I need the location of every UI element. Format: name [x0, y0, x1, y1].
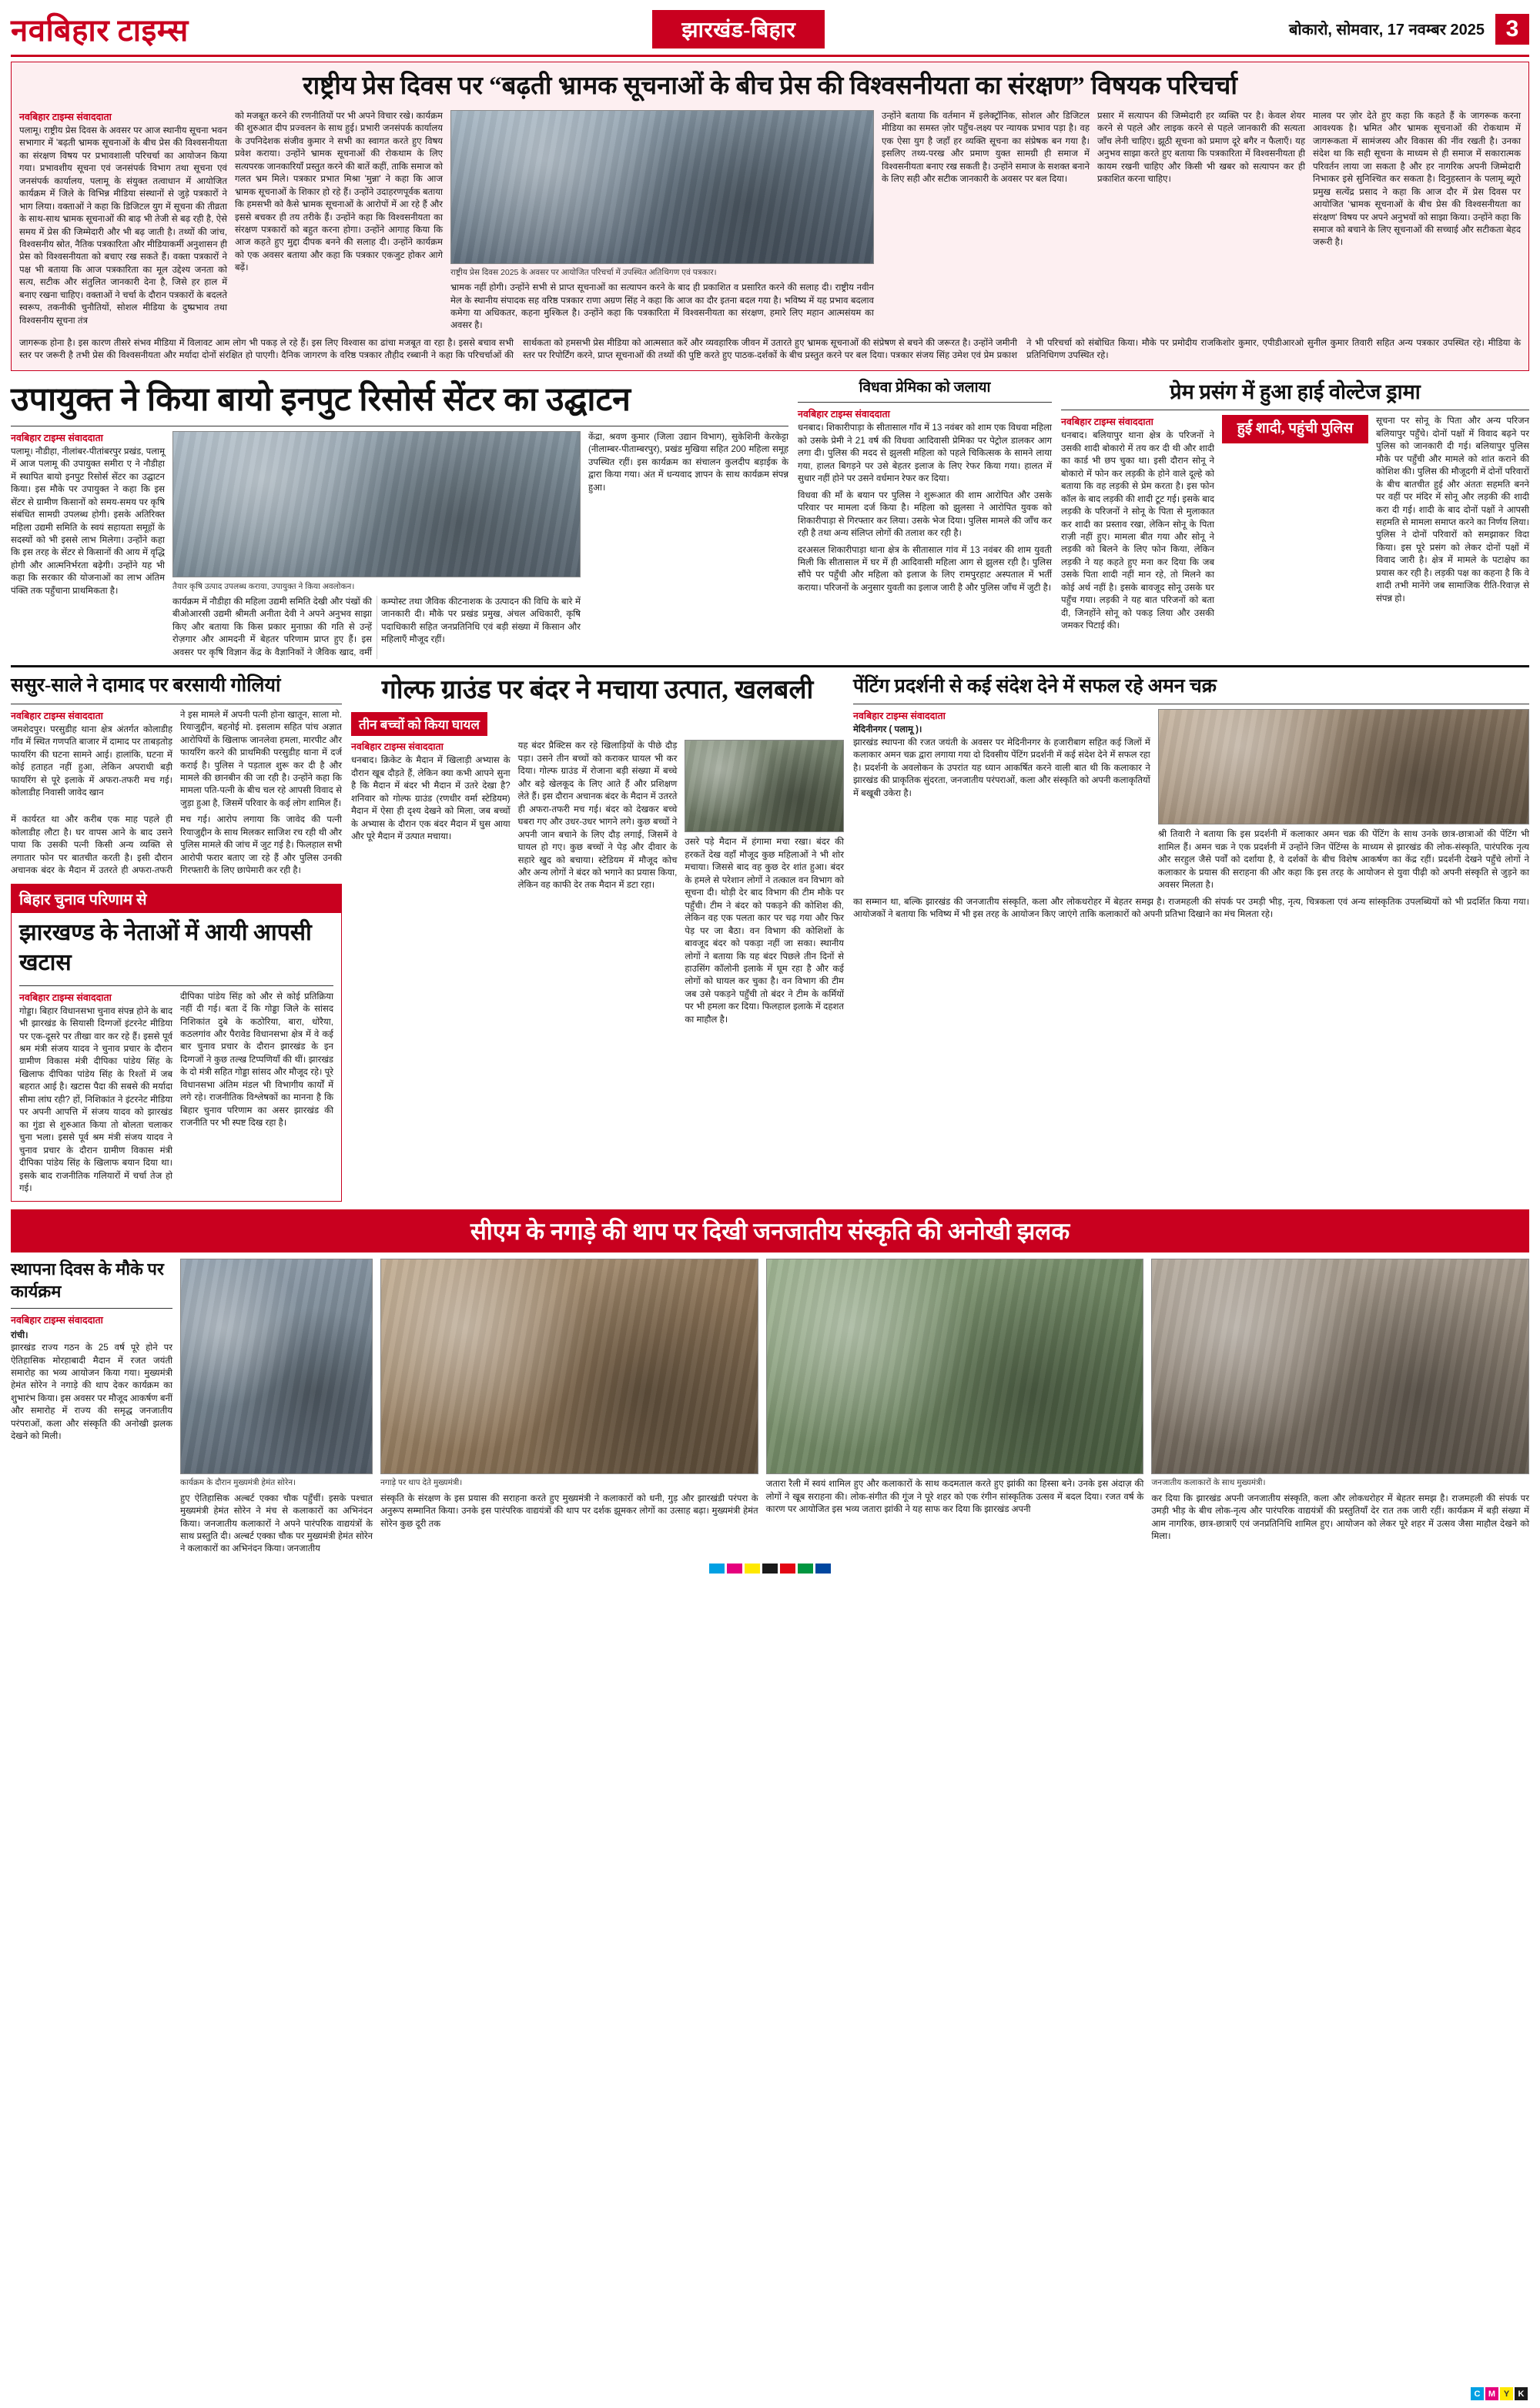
lead-photo-cell	[450, 110, 874, 333]
cmyk-c: C	[1471, 2387, 1484, 2400]
article-text: धनबाद। क्रिकेट के मैदान में खिलाड़ी अभ्यास के दौरान खूब दौड़ते हैं, लेकिन क्या कभी आपने सुना है कि मैदान में बंदर भी मैदान में उतरे देखा है? शनिवार को गोल्फ ग्राउंड (रणधीर वर्मा स्टेडियम) मैदान में ऐसा ही दृश्य देखने को मिला, जब बच्चों के अभ्यास के दौरान एक बंदर मैदान में घुस आया और पूरे मैदान में उत्पात मचाया।	[351, 755, 511, 842]
lead-photo-caption: राष्ट्रीय प्रेस दिवस 2025 के अवसर पर आयोजित परिचर्चा में उपस्थित अतिथिगण एवं पत्रकार।	[450, 267, 717, 277]
lead-headline: राष्ट्रीय प्रेस दिवस पर “बढ़ती भ्रामक सूचनाओं के बीच प्रेस की विश्वसनीयता का संरक्षण” विषयक परिचर्चा	[303, 72, 1237, 100]
golf-col-2	[518, 740, 678, 1026]
article-text: श्री तिवारी ने बताया कि इस प्रदर्शनी में कलाकार अमन चक्र की पेंटिंग के साथ उनके छात्र-छात्राओं की पेंटिंग भी शामिल हैं। अमन चक्र ने एक प्रदर्शनी में उन्होंने जिन पेंटिंग्स के माध्यम से झारखंड की लोक-संस्कृति, पारंपरिक नृत्य और सरहुल जैसे पर्वों को दर्शाया है, वे दर्शकों के बीच विशेष आकर्षण का केंद्र रहीं। प्रदर्शनी देखने पहुँचे लोगों ने कलाकार के प्रयास की सराहना की और कहा कि इस तरह के आयोजन से युवा पीढ़ी को अपनी संस्कृति से जुड़ने का अवसर मिलता है।	[1157, 829, 1529, 891]
byline: नवबिहार टाइम्स संवाददाता	[19, 992, 112, 1003]
article-text: जागरूक होना है। इस कारण तीसरे संभव मीडिया में विलावट आम लोग भी पकड़ ले रहे हैं। इस लिए विश्वास का ढांचा मजबूत वा रहा है। इससे बचाव सभी स्तर पर जरूरी है तभी प्रेस की विश्वसनीयता और मर्यादा दोनों संरक्षित हो पाएगी। दैनिक जागरण के वरिष्ठ पत्रकार तौहीद रब्बानी ने कहा कि परिचर्चाओं की सार्थकता को हमसभी प्रेस मीडिया को आत्मसात करें और व्यवहारिक जीवन में उतारते हुए भ्रामक सूचनाओं की संप्रेषण से बचने की जरूरत है। उन्होंने जमीनी स्तर पर रिपोर्टिंग करने, प्राप्त सूचनाओं की तथ्यों की पुष्टि करते हुए पाठक-दर्शकों के बीच प्रस्तुत करने पर बल दिया। पत्रकार संजय सिंह उमेश एवं प्रेम प्रकाश ने भी परिचर्चा को संबोधित किया। मौके पर प्रमोदीय राजकिशोर कुमार, एपीडीआरओ सुनील कुमार तिवारी सहित अन्य पत्रकार उपस्थित रहे। मीडिया के प्रतिनिधिगण उपस्थित रहे।	[19, 337, 1521, 361]
article-text: उसरे पड़े मैदान में हंगामा मचा रखा। बंदर की हरकतें देख वहाँ मौजूद कुछ महिलाओं ने भी शोर मचाया। जिससे बाद वह कुछ देर शांत हुआ। बंदर के हमले से परेशान लोगों ने तत्काल वन विभाग को सूचना दी। थोड़ी देर बाद विभाग की टीम मौके पर पहुँची। टीम ने बंदर को पकड़ने की कोशिश की, लेकिन वह एक पलता कार पर चढ़ गया और फिर पेड़ पर जा बैठा। वन विभाग की कोशिशों के बावजूद बंदर को पकड़ा नहीं जा सका। स्थानीय लोगों ने बताया कि यह बंदर पिछले तीन दिनों से हाउसिंग कॉलोनी इलाके में घूम रहा है और कई लोगों को घायल कर चुका है। वन विभाग की टीम जब उसे पकड़ने पहुँची तो बंदर ने टीम के कर्मियों पर भी हमला कर दिया। फिलहाल इलाके में दहशत का माहौल है।	[685, 837, 844, 1025]
color-swatch	[762, 1564, 778, 1574]
widow-kicker: विधवा प्रेमिका को जलाया	[859, 379, 991, 396]
color-swatch	[798, 1564, 813, 1574]
culture-caption-drum: नगाड़े पर थाप देते मुख्यमंत्री।	[380, 1478, 463, 1488]
article-text: पलामू। राष्ट्रीय प्रेस दिवस के अवसर पर आज स्थानीय सूचना भवन सभागार में 'बढ़ती भ्रामक सूचनाओं के बीच प्रेस की विश्वसनीयता का संरक्षण विषय पर प्रभावशाली परिचर्चा का आयोजन किया गया। प्रभावशीय सूचना एवं जनसंपर्क विभाग तथा सूचना एवं जनसंपर्क कार्यालय, पलामू के संयुक्त तत्वाधान में आयोजित कार्यक्रम में जिले के विभिन्न मीडिया संस्थानों से जुड़े पत्रकारों ने भाग लिया। वक्ताओं ने कहा कि डिजिटल युग में सूचना की तीव्रता के साथ-साथ भ्रामक सूचनाओं की बाढ़ भी तेजी से बढ़ रही है, ऐसे समय में प्रेस की जिम्मेदारी और भी बढ़ जाती है। तथ्यों की जांच, विश्वसनीय स्रोत, नैतिक पत्रकारिता और मीडियाकर्मी अनुशासन ही प्रेस को विश्वसनीयता को बचाए रख सकते हैं। वक्ता पत्रकारों ने पक्ष भी बताया कि आज पत्रकारिता का मूल उद्देश्य जनता को सत्य, सटीक और संतुलित जानकारी देना है, जिसे हर हाल में बनाए रखना चाहिए। वक्ताओं ने चर्चा के दौरान पत्रकारों के बदलते स्वरूप, तकनीकी चुनौतियों, सोशल मीडिया के दुष्प्रभाव तथा विश्वसनीय सूचना तंत्र	[19, 125, 227, 326]
culture-subhead: स्थापना दिवस के मौके पर कार्यक्रम	[11, 1259, 164, 1302]
deputy-photo-caption: तैयार कृषि उत्पाद उपलब्ध कराया, उपायुक्त ने किया अवलोकन।	[172, 581, 355, 591]
article-text: पलामू। नौडीहा, नीलांबर-पीतांबरपुर प्रखंड, पलामू में आज पलामू की उपायुक्त समीरा ए ने नौडीहा में स्थापित बायो इनपुट रिसोर्स सेंटर का उद्घाटन किया। इस मौके पर उपायुक्त ने कहा कि इस सेंटर से ग्रामीण किसानों को समय-समय पर कृषि संबंधित सामग्री उपलब्ध होगी। इसके अतिरिक्त महिला उद्यमी समिति के स्वयं सहायता समूहों के सदस्यों को भी इससे लाभ मिलेगा। उन्होंने कहा कि इस तरह के सेंटर से किसानों की आय में वृद्धि होगी और आत्मनिर्भरता बढ़ेगी। उन्होंने यह भी कहा कि सरकार की योजनाओं का लाभ अंतिम पंक्ति तक पहुँचाना प्राथमिकता है।	[11, 446, 165, 596]
golf-col-1	[351, 740, 511, 1026]
lead-col-6	[1313, 110, 1521, 333]
dateline: बोकारो, सोमवार, 17 नवम्बर 2025	[1288, 22, 1485, 38]
culture-col-5	[1151, 1259, 1529, 1555]
culture-caption-crowd: जनजातीय कलाकारों के साथ मुख्यमंत्री।	[1151, 1478, 1266, 1488]
love-col-2	[1376, 415, 1529, 632]
cmyk-marks	[1471, 2387, 1528, 2400]
culture-photo-crowd	[1151, 1259, 1529, 1474]
article-text: का सम्मान था, बल्कि झारखंड की जनजातीय संस्कृति, कला और लोकधरोहर में बेहतर समझ है। राजमहली की संपर्क पर उमड़ी भीड़, नृत्य, चित्रकला एवं अन्य सांस्कृतिक उपलब्धियों को भी प्रदर्शित किया गया। आयोजकों ने बताया कि भविष्य में भी इस तरह के आयोजन किए जाएंगे ताकि कलाकारों को अपनी प्रतिभा दिखाने का मंच मिलता रहे।	[853, 896, 1529, 919]
election-col-2	[180, 991, 333, 1196]
love-headline: प्रेम प्रसंग में हुआ हाई वोल्टेज ड्रामा	[1170, 380, 1421, 403]
article-text: में कार्यरत था और करीब एक माह पहले ही कोलाडीह लौटा है। घर वापस आने के बाद उसने पाया कि उसकी पत्नी किसी अन्य व्यक्ति से लगातार फोन पर बातचीत करती है। इसी दौरान अचानक बंदर के मैदान में उतरते ही अफरा-तफरी मच गई। आरोप लगाया कि जावेद की पत्नी रियाजुद्दीन के साथ मिलकर साजिश रच रही थी और पुलिस मामले की जांच में जुट गई है। फिलहाल सभी आरोपी फरार बताए जा रहे हैं और पुलिस उनकी गिरफ्तारी के लिए छापेमारी कर रही है।	[11, 814, 342, 876]
widow-story	[798, 379, 1052, 659]
deputy-headline: उपायुक्त ने किया बायो इनपुट रिसोर्स सेंटर का उद्घाटन	[11, 381, 631, 418]
deputy-col-2	[172, 431, 581, 659]
color-swatch	[727, 1564, 742, 1574]
color-swatch	[780, 1564, 795, 1574]
article-text: दरअसल शिकारीपाड़ा थाना क्षेत्र के सीतासाल गांव में 13 नवंबर की शाम युवती मिली कि सीतासाल में घर में ही आदिवासी महिला आग से झुलस रही है। पुलिस सौंपे पर पहुँची और महिला को इलाज के लिए रामपुरहाट अस्पताल में भर्ती कराया। परिजनों के अनुसार युवती का इलाज जारी है और पुलिस जाँच में जुटी है।	[798, 544, 1052, 593]
band-two	[11, 379, 1529, 659]
publication-title: नवबिहार टाइम्स	[11, 13, 189, 48]
byline: नवबिहार टाइम्स संवाददाता	[19, 111, 112, 122]
article-text: विधवा की माँ के बयान पर पुलिस ने शुरूआत की शाम आरोपित और उसके परिवार पर मामला दर्ज किया है। महिला को झुलसा ने आरोपित युवक को शिकारीपाड़ा से गिरफ्तार कर लिया। उसके भेज दिया। पुलिस मामले की जाँच कर रही है तथा अन्य संलिप्त लोगों की तलाश कर रही है।	[798, 490, 1052, 539]
culture-col-4	[766, 1259, 1144, 1555]
culture-col-3	[380, 1259, 758, 1555]
election-headline: झारखण्ड के नेताओं में आयी आपसी खटास	[19, 919, 312, 975]
culture-block	[11, 1259, 1529, 1555]
deputy-story	[11, 379, 788, 659]
cmyk-y: Y	[1500, 2387, 1513, 2400]
golf-headline: गोल्फ ग्राउंड पर बंदर ने मचाया उत्पात, खलबली	[381, 676, 814, 705]
masthead-right	[1289, 14, 1529, 45]
byline: नवबिहार टाइम्स संवाददाता	[11, 432, 103, 443]
golf-subhead: तीन बच्चों को किया घायल	[351, 712, 487, 736]
painting-story	[853, 674, 1529, 1202]
culture-col-1	[11, 1259, 172, 1555]
cmyk-k: K	[1515, 2387, 1528, 2400]
article-text: कार्यक्रम में नौडीहा की महिला उद्यमी समिति देखी और पंखों की बीओआरसी उद्यमी श्रीमती अनीता देवी ने अपने अनुभव साझा किए और बताया कि किस प्रकार मुनाफ़ा की गति से उन्हें रोज़गार और आमदनी में बेहतर परिणाम प्राप्त हुए हैं। इस अवसर पर कृषि विज्ञान केंद्र के वैज्ञानिकों ने जैविक खाद, वर्मी कम्पोस्ट तथा जैविक कीटनाशक के उत्पादन की विधि के बारे में जानकारी दी। मौके पर प्रखंड प्रमुख, अंचल अधिकारी, कृषि पदाधिकारी सहित जनप्रतिनिधि एवं बड़ी संख्या में किसान और महिलाएँ मौजूद रहीं।	[172, 596, 581, 657]
love-col-1	[1061, 415, 1214, 632]
masthead	[11, 8, 1529, 57]
deputy-col-3	[588, 431, 788, 659]
article-text: मालव पर ज़ोर देते हुए कहा कि कहते हैं के जागरूक करना आवश्यक है। भ्रमित और भ्रामक सूचनाओं की रोकथाम में जागरूकता में सामंजस्य और विकास की नींव रखती है। उनका संदेश था कि सही सूचना के माध्यम से ही समाज में सकारात्मक परिवर्तन लाया जा सकता है और हर नागरिक अपनी जिम्मेदारी निभाकर इसे सुनिश्चित कर सकता है। दिनुहस्तान के पलामू ब्यूरो प्रमुख सत्येंद्र प्रसाद ने कहा कि आज दौर में प्रेस दिवस पर आयोजित 'भ्रामक सूचनाओं के बीच प्रेस की विश्वसनीयता का संरक्षण' विषय पर अपने अनुभवों को साझा किया। उन्होंने कहा कि समाज को बचाने के लिए सूचनाओं की सच्चाई और सटीकता बेहद जरूरी है।	[1313, 110, 1521, 248]
firing-headline: ससुर-साले ने दामाद पर बरसायी गोलियां	[11, 675, 281, 697]
culture-caption-left: कार्यक्रम के दौरान मुख्यमंत्री हेमंत सोरेन।	[180, 1478, 296, 1488]
painting-headline: पेंटिंग प्रदर्शनी से कई संदेश देने में सफल रहे अमन चक्र	[853, 676, 1217, 697]
culture-location: रांची।	[11, 1329, 28, 1340]
article-text: प्रसार में सत्यापन की जिम्मेदारी हर व्यक्ति पर है। केवल शेयर करने से पहले और लाइक करने से पहले जानकारी की सत्यता जाँच लेनी चाहिए। झूठी सूचना को प्रमाण दूरे बगैर न फैलाएँ। यह अनुभव साझा करते हुए बताया कि पत्रकारिता में विश्वसनीयता ही कायम रखनी चाहिए और किसी भी खबर को सत्यापन कर ही प्रकाशित करना चाहिए।	[1097, 110, 1305, 185]
article-text: कर दिया कि झारखंड अपनी जनजातीय संस्कृति, कला और लोकधरोहर में बेहतर समझ है। राजमहली की संपर्क पर उमड़ी भीड़ के बीच लोक-नृत्य और पारंपरिक वाद्ययंत्रों की प्रस्तुतियाँ देर रात तक जारी रहीं। कार्यक्रम में बड़ी संख्या में आम नागरिक, छात्र-छात्राएँ एवं जनप्रतिनिधि शामिल हुए। आयोजन को लेकर पूरे शहर में उत्सव जैसा माहौल देखने को मिला।	[1151, 1493, 1529, 1541]
election-story	[11, 884, 342, 1202]
lead-col-1	[19, 110, 227, 333]
culture-photo-stage	[180, 1259, 373, 1474]
golf-col-3	[685, 740, 844, 1026]
article-text: जमशेदपुर। परसुडीह थाना क्षेत्र अंतर्गत कोलाडीह गाँव में स्थित गणपति बाजार में दामाद पर ताबड़तोड़ फायरिंग की घटना सामने आई। हालांकि, घटना में कोई हताहत नहीं हुआ, लेकिन अपराधी बड़ी फायरिंग से पूरे इलाके में अफरा-तफरी मच गई। कोलाडीह निवासी जावेद खान	[11, 724, 172, 798]
article-text: हुए ऐतिहासिक अल्बर्ट एक्का चौक पहुँचीं। इसके पश्चात मुख्यमंत्री हेमंत सोरेन ने मंच से कलाकारों का अभिनंदन किया। जनजातीय कलाकारों ने अपने पारंपरिक वाद्ययंत्रों के साथ प्रस्तुति दी। अल्बर्ट एक्का चौक पर मुख्यमंत्री हेमंत सोरेन ने कलाकारों का अभिनंदन किया। जनजातीय	[180, 1493, 373, 1554]
band-three	[11, 674, 1529, 1202]
byline: नवबिहार टाइम्स संवाददाता	[798, 409, 890, 420]
article-text: को मजबूत करने की रणनीतियों पर भी अपने विचार रखे। कार्यक्रम की शुरुआत दीप प्रज्वलन के साथ हुई। प्रभारी जनसंपर्क कार्यालय के उपनिदेशक संजीव कुमार ने सभी का स्वागत करते हुए विषय प्रवेश कराया। उन्होंने भ्रामक सूचनाओं की रोकथाम के लिए सत्यपरक जानकारियाँ प्रस्तुत करने की बातें कहीं, ताकि समाज को गलत भ्रम मिले। पत्रकार प्रभात मिश्रा 'मुन्ना' ने कहा कि आज भ्रामक सूचनाओं के शिकार हो रहे हैं। उन्होंने उदाहरणपूर्वक बताया कि हमसभी को कैसे भ्रामक सूचनाओं के आरोपों में आ रहे हैं और इससे बचकर ही तय तरीके हैं। उन्होंने कहा कि विश्वसनीयता का संरक्षण पत्रकारों को बहुत करना होगा। उन्होंने आगाह किया कि आज कहते हुए मुद्दा दीपक बनने की सलाह दी। उन्होंने कार्यक्रम को एक अवसर बताया और कहा कि पत्रकार एकजुट होकर आगे बढ़ें।	[235, 110, 443, 273]
article-text: यह बंदर प्रैक्टिस कर रहे खिलाड़ियों के पीछे दौड़ पड़ा। उसने तीन बच्चों को कराकर घायल भी कर दिया। गोल्फ ग्राउंड में रोजाना बड़ी संख्या में बच्चे और बड़े खेलकूद के लिए आते हैं और प्रशिक्षण लेते हैं। इस दौरान अचानक बंदर के मैदान में उतरते ही अफरा-तफरी मच गई। बंदर को देखकर बच्चे घबरा गए और उधर-उधर भागने लगे। कुछ बच्चों ने अपनी जान बचाने के लिए दौड़ लगाई, जिसमें वे घायल हो गए। कुछ बच्चों ने पेड़ और दीवार के सहारे खुद को बचाया। स्टेडियम में मौजूद कोच और अन्य लोगों ने बंदर को भगाने का प्रयास किया, लेकिन वह काफी देर तक मैदान में डटा रहा।	[517, 741, 678, 891]
section-badge: झारखंड-बिहार	[652, 10, 825, 48]
article-text: धनबाद। शिकारीपाड़ा के सीतासाल गाँव में 13 नवंबर को शाम एक विधवा महिला को उसके प्रेमी ने 21 वर्ष की विधवा आदिवासी प्रेमिका पर पेट्रोल डालकर आग लगा दी। पुलिस की मदद से झुलसी महिला को पहले चिकित्सक के सामने लाया गया, हालत बिगड़ने पर उसे बेहतर इलाज के लिए रेफर किया गया। हालत में सुधार नहीं होने पर उसने वर्धमान रेफर कर दिया।	[798, 423, 1052, 484]
byline: नवबिहार टाइम्स संवाददाता	[1061, 416, 1153, 428]
monkey-photo	[685, 740, 844, 832]
culture-band-headline: सीएम के नगाड़े की थाप पर दिखी जनजातीय संस्कृति की अनोखी झलक	[11, 1209, 1529, 1252]
painting-col-2	[1158, 709, 1529, 891]
article-text: दीपिका पांडेय सिंह को और से कोई प्रतिक्रिया नहीं दी गई। बता दें कि गोड्डा जिले के सांसद निशिकांत दुबे के कठोरिया, बारा, धोरैया, कठलगांव और पैरावेड विधानसभा क्षेत्र में वे कई बार चुनाव प्रचार के दौरान झारखंड के इन दिग्गजों ने कुछ तल्ख टिप्पणियाँ की थीं। झारखंड के दो मंत्री सहित गोड्डा सांसद और मौजूद रहे। पूरे विधानसभा अंतिम मंडल भी विभागीय कार्यों में लगे रहे। राजनीतिक विश्लेषकों का मानना है कि बिहार चुनाव परिणाम का असर झारखंड की राजनीति पर भी स्पष्ट दिख रहा है।	[180, 991, 333, 1129]
painting-photo	[1158, 709, 1529, 824]
love-badge: हुई शादी, पहुंची पुलिस	[1222, 415, 1368, 443]
byline: नवबिहार टाइम्स संवाददाता	[11, 710, 103, 721]
election-kicker: बिहार चुनाव परिणाम से	[12, 885, 341, 913]
article-text: सूचना पर सोनू के पिता और अन्य परिजन बलियापुर पहुँचे। दोनों पक्षों में विवाद बढ़ने पर पुलिस को जानकारी दी गई। बलियापुर पुलिस मौके पर पहुँची और मामले को शांत कराने की कोशिश की। पुलिस की मौजूदगी में दोनों परिवारों के बीच बातचीत हुई और अंततः सहमति बनने पर वहीं पर मंदिर में सोनू और लड़की की शादी करा दी गई। शादी के बाद दोनों पक्षों ने आपसी सहमति से मामला समाप्त करने का निर्णय लिया। पुलिस ने दोनों परिवारों को समझाकर विदा किया। इस पूरे प्रसंग को लेकर दोनों पक्षों में विवाद जारी है। क्षेत्र में मामले के पटाक्षेप का प्रयास कर रही है। लड़की पक्ष का कहना है कि वे शादी तभी मानेंगे जब सामाजिक रीति-रिवाज़ से संपन्न हो।	[1376, 416, 1529, 604]
lead-photo	[450, 110, 874, 264]
article-text: झारखंड राज्य गठन के 25 वर्ष पूरे होने पर ऐतिहासिक मोरहाबादी मैदान में रजत जयंती समारोह का भव्य आयोजन किया गया। मुख्यमंत्री हेमंत सोरेन ने नगाड़े की थाप देकर कार्यक्रम का शुभारंभ किया। इस अवसर पर मौजूद आकर्षण बनीं और समारोह में राज्य की समृद्ध जनजातीय परंपराओं, कला और संस्कृति की अनोखी झलक देखने को मिली।	[11, 1343, 172, 1442]
article-text: संस्कृति के संरक्षण के इस प्रयास की सराहना करते हुए मुख्यमंत्री ने कलाकारों को धनी, गुड़ और झारखंडी परंपरा के अनुरूप सम्मानित किया। उनके इस पारंपरिक वाद्ययंत्रों की थाप पर दर्शक झूमकर लोगों का उत्साह बढ़ा। मुख्यमंत्री हेमंत सोरेन कुछ दूरी तक	[380, 1493, 758, 1529]
deputy-col-1	[11, 431, 165, 659]
article-text: धनबाद। बलियापुर थाना क्षेत्र के परिजनों ने उसकी शादी बोकारो में तय कर दी थी और शादी का कार्ड भी छप चुका था। इसी दौरान सोनू ने बोकारो में फोन कर लड़की के होने वाले दूल्हे को बताया कि वह लड़की से प्रेम करता है। इस फोन कॉल के बाद लड़की की शादी टूट गई। इसके बाद लड़की के परिजनों ने सोनू के पिता से मुलाकात कर शादी का प्रस्ताव रखा, लेकिन सोनू के पिता राज़ी नहीं हुए। मामला बीत गया और सोनू ने लड़की को बिलने के लिए फोन किया, लेकिन लड़की ने यह कहते हुए मना कर दिया कि जब उसके पिता शादी नहीं मान रहे, तो मिलने का कोई अर्थ नहीं है। इसके बावजूद सोनू उसके घर पहुँच गया। लड़की ने यह बात परिजनों को बता दी, जिनहोंने सोनू को पकड़ लिया और उसकी जमकर पिटाई की।	[1061, 430, 1214, 631]
election-col-1	[19, 991, 172, 1196]
golf-story	[351, 674, 844, 1202]
article-text: केंद्रा, श्रवण कुमार (जिला उद्यान विभाग), सुकेशिनी केरकेट्टा (नीलाम्बर-पीताम्बरपुर), प्रखंड मुखिया सहित 200 महिला समूह उपस्थित रहीं। इस कार्यक्रम का संचालन कुलदीप बड़ाईक के द्वारा किया गया। अंत में धन्यवाद ज्ञापन के साथ कार्यक्रम संपन्न हुआ।	[588, 431, 788, 493]
byline: नवबिहार टाइम्स संवाददाता	[853, 711, 946, 722]
article-text: जतारा रैली में स्वयं शामिल हुए और कलाकारों के साथ कदमताल करते हुए झांकी का हिस्सा बने। उनके इस अंदाज़ की लोगों ने खूब सराहना की। लोक-संगीत की गूंज ने पूरे शहर को एक रंगीन सांस्कृतिक उत्सव में बदल दिया। रजत वर्ष के कारण पर आयोजित इस भव्य जतारा झांकी ने यह साफ कर दिया कि झारखंड अपनी	[765, 1479, 1144, 1515]
article-text: उन्होंने बताया कि वर्तमान में इलेक्ट्रॉनिक, सोशल और डिजिटल मीडिया का समस्त ज़ोर पहुँच-लक्ष्य पर न्यायक प्रभाव पड़ा है। वह एक ऐसा युग है जहाँ हर व्यक्ति सूचना का संप्रेषक बन गया है। इसलिए तथ्य-परख और प्रमाण युक्त सामग्री ही समाज में विश्वसनीयता बनाए रख सकती है। उन्होंने समाज के सशक्त बनाने के लिए सही और सटीक जानकारी के अवसर पर बल दिया।	[882, 110, 1090, 185]
article-text: गोड्डा। बिहार विधानसभा चुनाव संपन्न होने के बाद भी झारखंड के सियासी दिग्गजों इंटरनेट मीडिया पर एक-दूसरे पर तीखा वार कर रहे हैं। इससे पूर्व श्रम मंत्री संजय यादव ने चुनाव प्रचार के दौरान ग्रामीण विकास मंत्री दीपिका पांडेय सिंह के खिलाफ दीपिका पांडेय सिंह के रिश्तों में जब बहरात आई है। खटास पैदा की सबसे की मर्यादा सीमा लांघ रही? हों, निशिकांत ने इंटरनेट मीडिया पर अपनी आपत्ति में संजय यादव को झारखंड का गुंडा से शुरुआत किया तो बोलता चलाकर चुना भला। इससे पूर्व श्रम मंत्री संजय यादव ने चुनाव प्रचार के दौरान ग्रामीण विकास मंत्री दीपिका पांडेय सिंह के खिलाफ बयान दिया था। इसके बाद राजनीतिक गलियारों में चर्चा तेज हो गई।	[19, 1005, 172, 1193]
love-badge-col	[1222, 415, 1368, 632]
culture-photo-drum	[380, 1259, 758, 1474]
culture-photo-procession	[766, 1259, 1144, 1474]
lead-columns	[19, 110, 1521, 333]
color-swatch	[745, 1564, 760, 1574]
color-swatch	[709, 1564, 725, 1574]
page-number: 3	[1495, 14, 1529, 45]
lead-col-2	[235, 110, 443, 333]
article-text: भ्रामक नहीं होगी। उन्होंने सभी से प्राप्त सूचनाओं का सत्यापन करने के बाद ही प्रकाशित व प्रसारित करने की सलाह दी। राष्ट्रीय नवीन मेल के स्थानीय संपादक सह वरिष्ठ पत्रकार राणा अग्रण सिंह ने कहा कि आज का दौर इतना बदल गया है। भविष्य में यह प्रभाव बदलाव कमेगा या अधिकतर, कहना मुश्किल है। उन्होंने कहा कि पत्रकारिता में विश्वसनीयता का संरक्षण, हमारे लिए महान आत्मसंयम का अवसर है।	[450, 283, 874, 331]
color-registration-bar	[11, 1564, 1529, 1574]
article-text: झारखंड स्थापना की रजत जयंती के अवसर पर मेदिनीनगर के हजारीबाग सहित कई जिलों में कलाकार अमन चक्र द्वारा लगाया गया दो दिवसीय पेंटिंग प्रदर्शनी में कई संदेश देने में सफल रहा है। प्रदर्शनी के अवलोकन के उपरांत यह ध्यान आकर्षित करने वाली बात थी कि कलाकार ने झारखंड की प्राकृतिक सुंदरता, जनजातीय परंपराओं, कला और संस्कृति को अपनी कलाकृतियों में बखूबी उकेरा है।	[853, 737, 1150, 798]
culture-col-2	[180, 1259, 373, 1555]
love-story	[1061, 379, 1529, 659]
painting-col-1	[853, 709, 1150, 891]
firing-col-1	[11, 709, 172, 811]
article-text: ने इस मामले में अपनी पत्नी होना खातून, साला मो. रियाजुद्दीन, बहनोई मो. इसलाम सहित पांच अज्ञात आरोपियों के खिलाफ जानलेवा हमला, मारपीट और फायरिंग करने की प्राथमिकी परसुडीह थाना में दर्ज कराई है। पुलिस ने पड़ताल शुरू कर दी है और मामले की छानबीन की जा रही है। उन्होंने कहा कि मामला पति-पत्नी के बीच चल रहे आपसी विवाद से जुड़ा हुआ है, जिसमें परिवार के कई लोग शामिल हैं।	[180, 709, 342, 808]
deputy-photo	[172, 431, 581, 577]
lead-story	[11, 62, 1529, 371]
color-swatch	[815, 1564, 831, 1574]
deputy-columns	[11, 431, 788, 659]
firing-col-2	[180, 709, 342, 811]
lead-col-5	[1097, 110, 1305, 333]
cmyk-m: M	[1485, 2387, 1498, 2400]
painting-location: मेदिनीनगर ( पलामू )।	[853, 724, 922, 735]
firing-story	[11, 674, 342, 1202]
lead-col-4	[882, 110, 1090, 333]
byline: नवबिहार टाइम्स संवाददाता	[11, 1314, 103, 1326]
byline: नवबिहार टाइम्स संवाददाता	[351, 741, 444, 753]
